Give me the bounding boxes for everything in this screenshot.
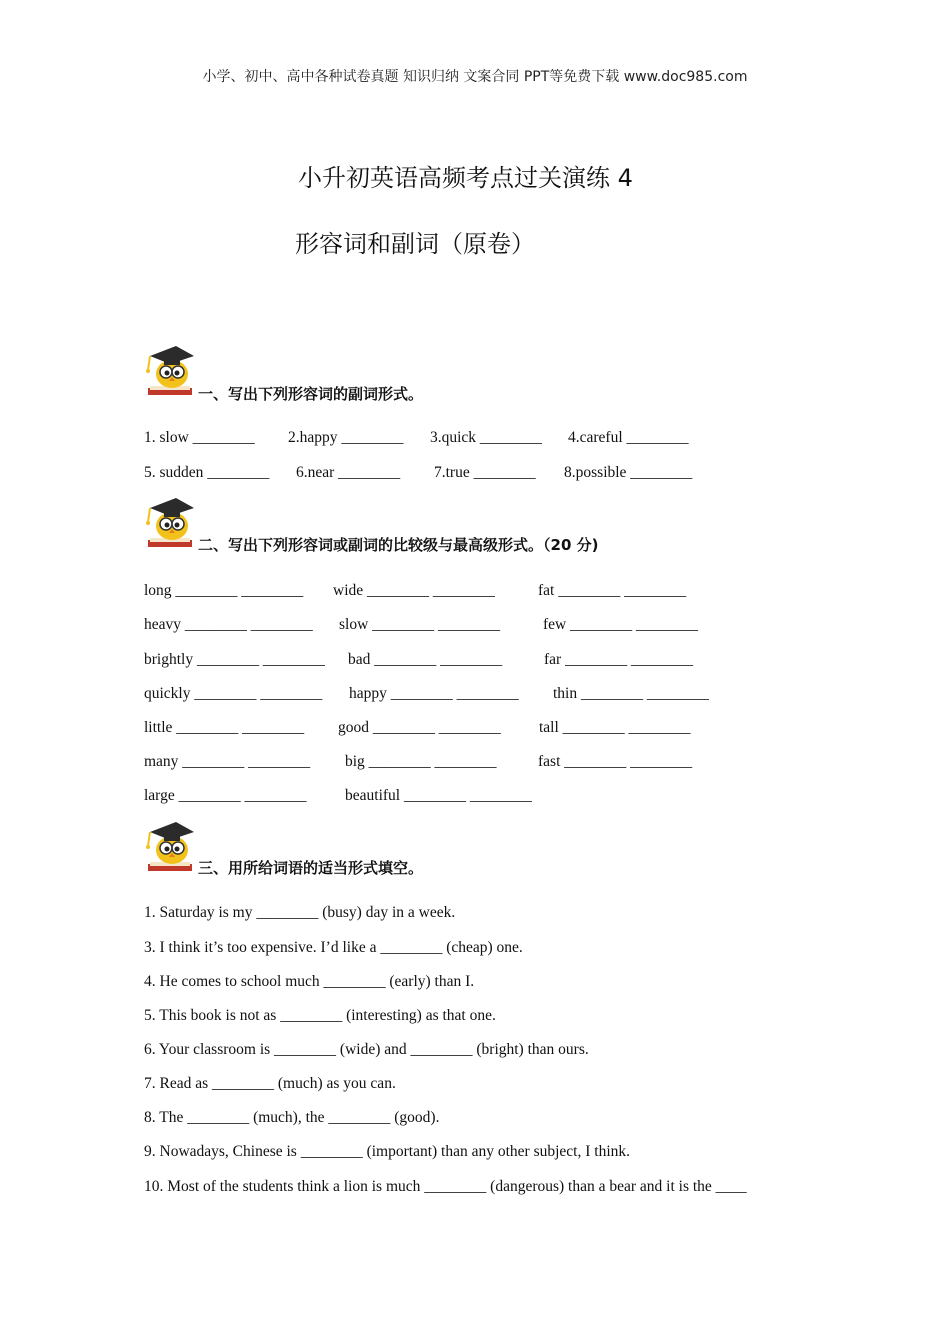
document-subtitle: 形容词和副词（原卷）: [295, 230, 535, 258]
owl-scholar-icon: [142, 818, 198, 874]
document-title: 小升初英语高频考点过关演练 4: [298, 164, 633, 192]
list-item: few ________ ________: [543, 616, 698, 633]
list-item: 10. Most of the students think a lion is much ________ (dangerous) than a bear and it is the ____: [144, 1178, 747, 1195]
list-item: 7. Read as ________ (much) as you can.: [144, 1075, 396, 1092]
list-item: 5. This book is not as ________ (interesting) as that one.: [144, 1007, 496, 1024]
section2-heading: 二、写出下列形容词或副词的比较级与最高级形式。（20 分): [198, 536, 599, 554]
list-item: 1. slow ________: [144, 429, 255, 446]
list-item: far ________ ________: [544, 651, 693, 668]
list-item: happy ________ ________: [349, 685, 519, 702]
list-item: brightly ________ ________: [144, 651, 325, 668]
list-item: fat ________ ________: [538, 582, 687, 599]
list-item: many ________ ________: [144, 753, 311, 770]
list-item: tall ________ ________: [539, 719, 691, 736]
list-item: 6.near ________: [296, 464, 401, 481]
list-item: long ________ ________: [144, 582, 304, 599]
owl-scholar-icon: [142, 494, 198, 550]
list-item: 2.happy ________: [288, 429, 404, 446]
section1-heading: 一、写出下列形容词的副词形式。: [198, 385, 424, 403]
list-item: 3.quick ________: [430, 429, 542, 446]
list-item: bad ________ ________: [348, 651, 503, 668]
owl-scholar-icon: [142, 342, 198, 398]
list-item: thin ________ ________: [553, 685, 709, 702]
section3-heading: 三、用所给词语的适当形式填空。: [198, 859, 424, 877]
site-banner: 小学、初中、高中各种试卷真题 知识归纳 文案合同 PPT等免费下载 www.doc985.com: [202, 69, 748, 85]
list-item: heavy ________ ________: [144, 616, 313, 633]
list-item: large ________ ________: [144, 787, 307, 804]
list-item: 7.true ________: [434, 464, 536, 481]
list-item: beautiful ________ ________: [345, 787, 532, 804]
list-item: slow ________ ________: [339, 616, 501, 633]
list-item: good ________ ________: [338, 719, 501, 736]
list-item: 3. I think it’s too expensive. I’d like a ________ (cheap) one.: [144, 939, 523, 956]
list-item: little ________ ________: [144, 719, 305, 736]
list-item: 4. He comes to school much ________ (early) than I.: [144, 973, 475, 990]
list-item: 5. sudden ________: [144, 464, 270, 481]
list-item: 6. Your classroom is ________ (wide) and ________ (bright) than ours.: [144, 1041, 589, 1058]
list-item: wide ________ ________: [333, 582, 495, 599]
list-item: fast ________ ________: [538, 753, 693, 770]
list-item: 8.possible ________: [564, 464, 693, 481]
list-item: 1. Saturday is my ________ (busy) day in a week.: [144, 904, 456, 921]
list-item: 9. Nowadays, Chinese is ________ (important) than any other subject, I think.: [144, 1143, 631, 1160]
list-item: 8. The ________ (much), the ________ (good).: [144, 1109, 440, 1126]
list-item: 4.careful ________: [568, 429, 689, 446]
list-item: quickly ________ ________: [144, 685, 323, 702]
list-item: big ________ ________: [345, 753, 497, 770]
